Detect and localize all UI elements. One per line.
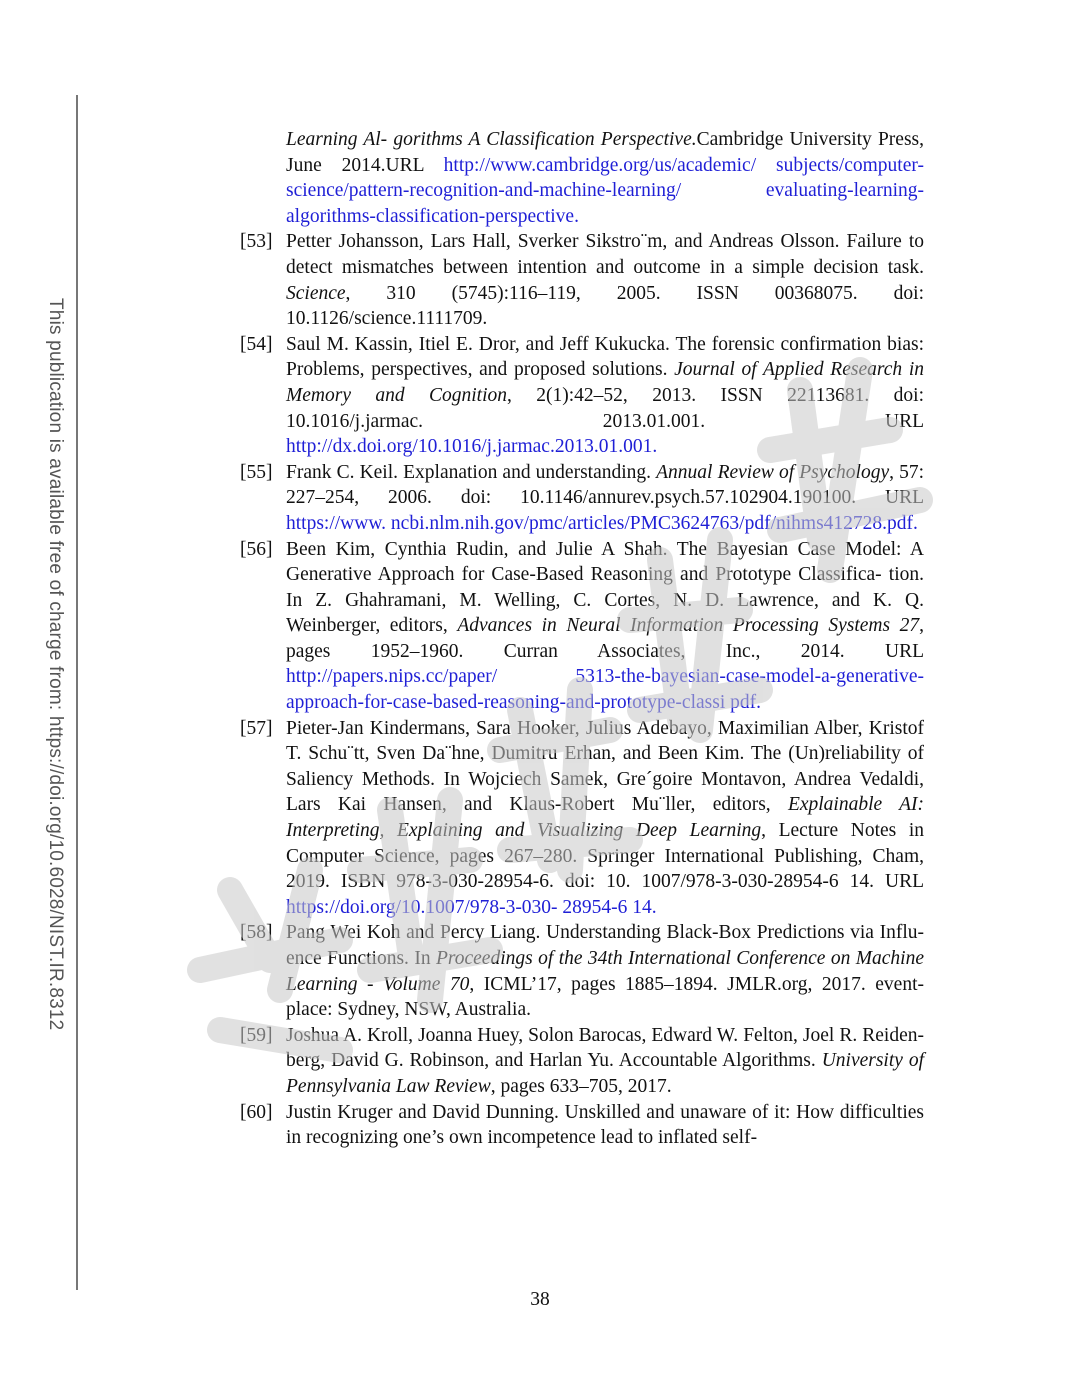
reference-venue: University of Pennsylvania Law Review: [286, 1050, 924, 1097]
reference-venue: Proceedings of the 34th International Conference on Machine Learning - Volume 70: [286, 948, 924, 995]
reference-number: [56]: [240, 538, 273, 560]
reference-text-segment: Justin Kruger and David Dunning. Unskilled and unaware of it: How difficulties in recognizing one’s own incompetence lead to inflated self-: [286, 1101, 924, 1149]
reference-text-segment: Joshua A. Kroll, Joanna Huey, Solon Barocas, Edward W. Felton, Joel R. Reiden- berg, David G. Robinson, and Harlan Yu. Accountable Algorithms.: [286, 1024, 924, 1072]
reference-entry-59: [240, 1023, 924, 1100]
reference-text: [286, 1102, 924, 1149]
reference-number: [53]: [240, 231, 273, 253]
reference-text-segment: Pieter-Jan Kindermans, Sara Hooker, Julius Adebayo, Maximilian Alber, Kristof T. Schu¨tt, Sven Da¨hne, Dumitru Erhan, and Been Kim. The (Un)reliability of Saliency Methods. In Wojciech Samek, Gre´goire Montavon, Andrea Vedaldi, Lars Kai Hansen, and Klaus-Robert Mu¨ller, editors,: [286, 717, 924, 816]
reference-text-segment: Frank C. Keil. Explanation and understanding.: [286, 461, 657, 483]
reference-url-link[interactable]: http://dx.doi.org/10.1016/j.jarmac.2013.01.001.: [286, 436, 658, 458]
reference-venue: Annual Review of Psychology: [656, 461, 890, 483]
reference-entry-53: [240, 229, 924, 331]
reference-text: [286, 129, 924, 227]
reference-text-segment: , pages 633–705, 2017.: [490, 1075, 672, 1097]
reference-number: [54]: [240, 333, 273, 355]
page-number: 38: [530, 1289, 550, 1310]
reference-entry-54: [240, 332, 924, 460]
reference-venue: Advances in Neural Information Processing Systems 27: [457, 615, 920, 637]
availability-notice: This publication is available free of charge from: https://doi.org/10.6028/NIST.IR.8312: [45, 298, 66, 1031]
reference-entry-continued: [240, 127, 924, 229]
reference-number: [55]: [240, 461, 273, 483]
reference-text: [286, 462, 924, 534]
reference-entry-55: [240, 460, 924, 537]
reference-text-segment: Cambridge University Press, June 2014.URL: [286, 129, 925, 176]
reference-text: [286, 231, 924, 329]
reference-text-segment: , 57: 227–254, 2006. doi: 10.1146/annurev.psych.57.102904.190100. URL: [286, 461, 924, 509]
reference-list: [240, 127, 924, 1151]
reference-venue: Explainable AI: Interpreting, Explaining and Visualizing Deep Learning: [286, 794, 925, 842]
reference-text: [286, 539, 924, 714]
reference-text-segment: Saul M. Kassin, Itiel E. Dror, and Jeff Kukucka. The forensic confirmation bias: Problems, perspectives, and proposed solutions.: [286, 333, 924, 381]
reference-url-link[interactable]: http://www.cambridge.org/us/academic/ subjects/computer-science/pattern-recognition-and-machine-learning/ evaluating-learning-algorithms-classification-perspective.: [286, 154, 924, 227]
reference-text-segment: , pages 1952–1960. Curran Associates, Inc., 2014. URL: [286, 615, 925, 662]
reference-text: [286, 334, 924, 457]
reference-url-link[interactable]: https://www. ncbi.nlm.nih.gov/pmc/articles/PMC3624763/pdf/nihms412728.pdf.: [286, 512, 918, 534]
reference-text-segment: , 2(1):42–52, 2013. ISSN 22113681. doi: 10.1016/j.jarmac. 2013.01.001. URL: [286, 384, 924, 432]
reference-entry-57: [240, 716, 924, 921]
reference-entry-58: [240, 920, 924, 1022]
reference-text-segment: Been Kim, Cynthia Rudin, and Julie A Shah. The Bayesian Case Model: A Generative Approach for Case-Based Reasoning and Prototype Classifica- tion. In Z. Ghahramani, M. Welling, C. Cortes, N. D. Lawrence, and K. Q. Weinberger, editors,: [286, 538, 924, 637]
reference-number: [60]: [240, 1101, 273, 1123]
reference-venue: Journal of Applied Research in Memory and Cognition: [286, 359, 924, 406]
reference-url-link[interactable]: https://doi.org/10.1007/978-3-030- 28954-6 14.: [286, 896, 657, 918]
reference-text: [286, 922, 924, 1020]
reference-text-segment: , ICML’17, pages 1885–1894. JMLR.org, 2017. event-place: Sydney, NSW, Australia.: [286, 973, 925, 1021]
reference-text-segment: Pang Wei Koh and Percy Liang. Understanding Black-Box Predictions via Influ- ence Functions. In: [286, 922, 924, 969]
reference-number: [58]: [240, 922, 273, 944]
reference-entry-60: [240, 1100, 924, 1151]
reference-text-segment: , Lecture Notes in Computer Science, pages 267–280. Springer International Publishing, Cham, 2019. ISBN 978-3-030-28954-6. doi: 10. 1007/978-3-030-28954-6 14. URL: [286, 820, 924, 893]
reference-text: [286, 1025, 924, 1097]
reference-venue: Learning Al- gorithms A Classification Perspective.: [286, 129, 697, 150]
reference-url-link[interactable]: http://papers.nips.cc/paper/ 5313-the-bayesian-case-model-a-generative-approach-for-case-based-reasoning-and-prototype-classi pdf.: [286, 666, 924, 714]
reference-venue: Science: [286, 282, 346, 304]
reference-number: [57]: [240, 717, 273, 739]
reference-text-segment: Petter Johansson, Lars Hall, Sverker Sikstro¨m, and Andreas Olsson. Failure to detect mismatches between intention and outcome in a simple decision task.: [286, 231, 924, 278]
reference-number: [59]: [240, 1024, 273, 1046]
margin-rule: [76, 95, 78, 1290]
reference-text-segment: , 310 (5745):116–119, 2005. ISSN 00368075. doi: 10.1126/science.1111709.: [286, 282, 924, 330]
reference-entry-56: [240, 537, 924, 716]
reference-text: [286, 718, 924, 918]
